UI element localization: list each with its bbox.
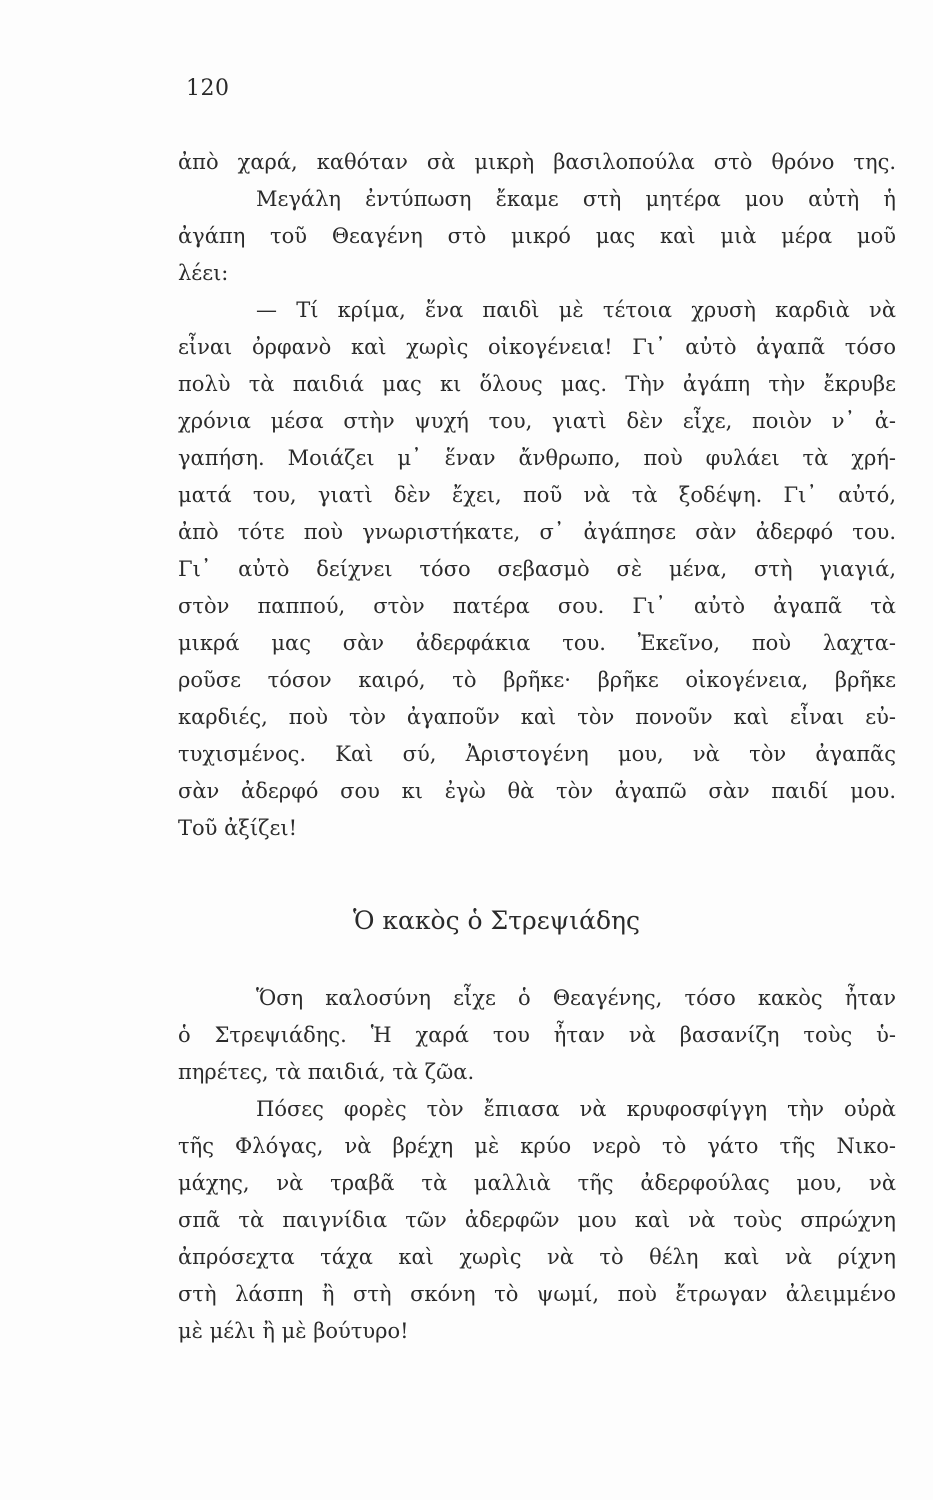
text-line: σὰν ἀδερφό σου κι ἐγὼ θὰ τὸν ἀγαπῶ σὰν παιδί μου. bbox=[178, 779, 896, 803]
text-line: Μεγάλη ἐντύπωση ἔκαμε στὴ μητέρα μου αὐτὴ ἡ bbox=[256, 187, 896, 211]
text-line: μάχης, νὰ τραβᾶ τὰ μαλλιὰ τῆς ἀδερφούλας μου, νὰ bbox=[178, 1171, 896, 1195]
text-line: μὲ μέλι ἢ μὲ βούτυρο! bbox=[178, 1319, 409, 1343]
text-line: Ὅση καλοσύνη εἶχε ὁ Θεαγένης, τόσο κακὸς ἦταν bbox=[256, 986, 896, 1010]
text-line: τυχισμένος. Καὶ σύ, Ἀριστογένη μου, νὰ τὸν ἀγαπᾶς bbox=[178, 742, 896, 766]
text-line: ροῦσε τόσον καιρό, τὸ βρῆκε· βρῆκε οἰκογένεια, βρῆκε bbox=[178, 668, 896, 692]
text-line: ὁ Στρεψιάδης. Ἡ χαρά του ἦταν νὰ βασανίζη τοὺς ὑ- bbox=[178, 1023, 896, 1047]
page-number: 120 bbox=[186, 76, 230, 101]
text-line: ἀπὸ τότε ποὺ γνωριστήκατε, σ᾽ ἀγάπησε σὰν ἀδερφό του. bbox=[178, 520, 896, 544]
section-heading: Ὁ κακὸς ὁ Στρεψιάδης bbox=[352, 906, 641, 935]
text-line: Τοῦ ἀξίζει! bbox=[178, 816, 298, 840]
text-line: — Τί κρίμα, ἕνα παιδὶ μὲ τέτοια χρυσὴ καρδιὰ νὰ bbox=[256, 298, 896, 322]
text-line: μικρά μας σὰν ἀδερφάκια του. Ἐκεῖνο, ποὺ λαχτα- bbox=[178, 631, 896, 655]
text-line: λέει: bbox=[178, 261, 229, 285]
text-line: ἀπρόσεχτα τάχα καὶ χωρὶς νὰ τὸ θέλη καὶ νὰ ρίχνη bbox=[178, 1245, 896, 1269]
text-line: στὴ λάσπη ἢ στὴ σκόνη τὸ ψωμί, ποὺ ἔτρωγαν ἀλειμμένο bbox=[178, 1282, 896, 1306]
text-line: ἀπὸ χαρά, καθόταν σὰ μικρὴ βασιλοπούλα στὸ θρόνο της. bbox=[178, 150, 896, 174]
text-line: πολὺ τὰ παιδιά μας κι ὅλους μας. Τὴν ἀγάπη τὴν ἔκρυβε bbox=[178, 372, 896, 396]
text-line: στὸν παππού, στὸν πατέρα σου. Γι᾽ αὐτὸ ἀγαπᾶ τὰ bbox=[178, 594, 896, 618]
text-line: γαπήση. Μοιάζει μ᾽ ἕναν ἄνθρωπο, ποὺ φυλάει τὰ χρή- bbox=[178, 446, 896, 470]
text-line: Πόσες φορὲς τὸν ἔπιασα νὰ κρυφοσφίγγη τὴν οὐρὰ bbox=[256, 1097, 896, 1121]
text-line: τῆς Φλόγας, νὰ βρέχη μὲ κρύο νερὸ τὸ γάτο τῆς Νικο- bbox=[178, 1134, 896, 1158]
text-line: καρδιές, ποὺ τὸν ἀγαποῦν καὶ τὸν πονοῦν καὶ εἶναι εὐ- bbox=[178, 705, 896, 729]
section-two-text bbox=[178, 980, 896, 1350]
text-line: χρόνια μέσα στὴν ψυχή του, γιατὶ δὲν εἶχε, ποιὸν ν᾽ ἀ- bbox=[178, 409, 896, 433]
section-one-text bbox=[178, 144, 896, 847]
text-line: ματά του, γιατὶ δὲν ἔχει, ποῦ νὰ τὰ ξοδέψη. Γι᾽ αὐτό, bbox=[178, 483, 896, 507]
text-line: σπᾶ τὰ παιγνίδια τῶν ἀδερφῶν μου καὶ νὰ τοὺς σπρώχνη bbox=[178, 1208, 896, 1232]
text-line: εἶναι ὀρφανὸ καὶ χωρὶς οἰκογένεια! Γι᾽ αὐτὸ ἀγαπᾶ τόσο bbox=[178, 335, 896, 359]
text-line: Γι᾽ αὐτὸ δείχνει τόσο σεβασμὸ σὲ μένα, στὴ γιαγιά, bbox=[178, 557, 896, 581]
text-line: ἀγάπη τοῦ Θεαγένη στὸ μικρό μας καὶ μιὰ μέρα μοῦ bbox=[178, 224, 896, 248]
text-line: πηρέτες, τὰ παιδιά, τὰ ζῶα. bbox=[178, 1060, 475, 1084]
